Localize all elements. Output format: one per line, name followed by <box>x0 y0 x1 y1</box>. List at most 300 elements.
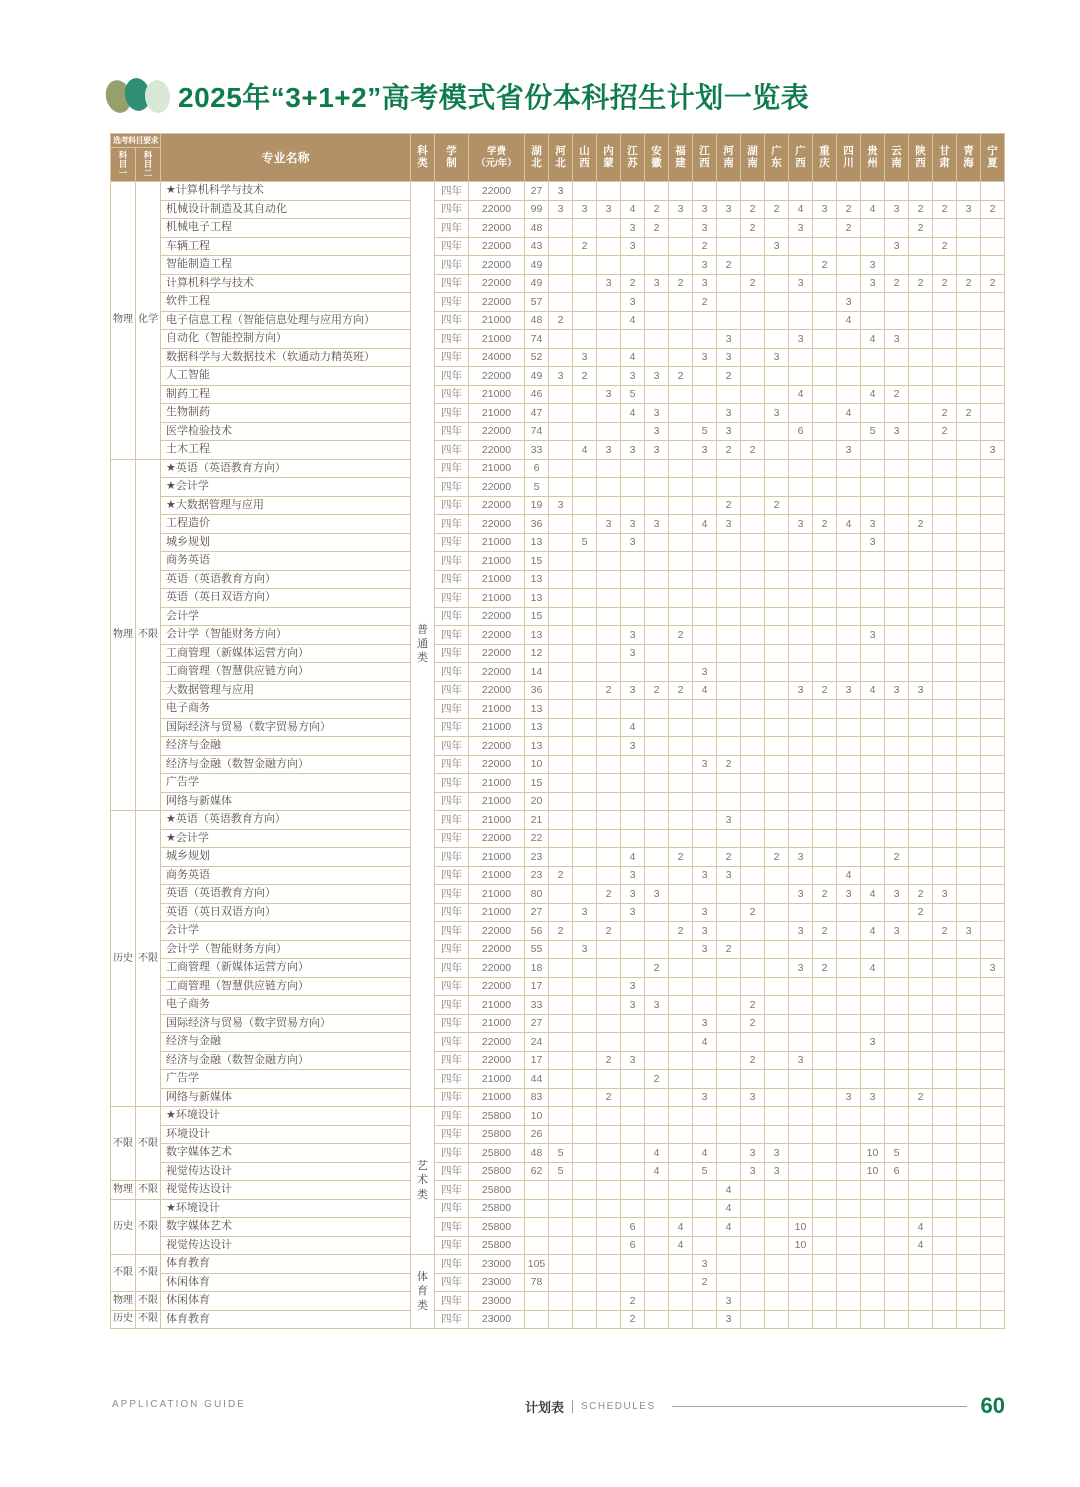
plan-cell: 6 <box>789 422 813 441</box>
plan-cell <box>645 626 669 645</box>
plan-cell <box>549 774 573 793</box>
subject1-cell: 历史 <box>111 1310 136 1329</box>
plan-cell <box>669 552 693 571</box>
fee-cell: 21000 <box>469 1088 525 1107</box>
plan-cell <box>885 441 909 460</box>
plan-cell: 4 <box>621 848 645 867</box>
leaves-logo-icon <box>106 76 172 116</box>
plan-cell <box>885 774 909 793</box>
plan-cell <box>549 959 573 978</box>
province-header: 甘 肃 <box>933 134 957 182</box>
plan-cell: 48 <box>525 311 549 330</box>
plan-cell <box>669 293 693 312</box>
plan-cell: 2 <box>669 681 693 700</box>
plan-cell <box>933 1255 957 1274</box>
plan-cell <box>981 1014 1005 1033</box>
duration-cell: 四年 <box>435 959 469 978</box>
plan-cell <box>573 626 597 645</box>
plan-cell <box>549 533 573 552</box>
plan-cell: 105 <box>525 1255 549 1274</box>
plan-cell: 4 <box>693 681 717 700</box>
province-header: 江 苏 <box>621 134 645 182</box>
plan-cell <box>789 496 813 515</box>
plan-cell <box>813 1107 837 1126</box>
plan-cell <box>573 404 597 423</box>
plan-cell <box>933 1070 957 1089</box>
plan-cell <box>885 589 909 608</box>
plan-cell: 3 <box>573 940 597 959</box>
duration-cell: 四年 <box>435 404 469 423</box>
plan-cell: 27 <box>525 903 549 922</box>
plan-cell <box>885 866 909 885</box>
plan-cell <box>621 755 645 774</box>
plan-cell <box>597 940 621 959</box>
plan-cell <box>957 1236 981 1255</box>
fee-cell: 21000 <box>469 1014 525 1033</box>
duration-cell: 四年 <box>435 681 469 700</box>
plan-cell <box>981 681 1005 700</box>
plan-cell <box>837 1051 861 1070</box>
plan-cell <box>765 478 789 497</box>
province-header: 湖 北 <box>525 134 549 182</box>
plan-cell <box>837 385 861 404</box>
plan-cell <box>573 1292 597 1311</box>
plan-cell <box>909 1070 933 1089</box>
plan-cell <box>573 515 597 534</box>
plan-cell: 2 <box>765 496 789 515</box>
plan-cell <box>813 182 837 201</box>
plan-cell <box>645 330 669 349</box>
duration-cell: 四年 <box>435 422 469 441</box>
plan-cell <box>957 940 981 959</box>
plan-cell <box>885 811 909 830</box>
plan-cell <box>549 811 573 830</box>
plan-cell <box>813 1051 837 1070</box>
plan-cell <box>645 1310 669 1329</box>
plan-cell <box>765 626 789 645</box>
fee-cell: 22000 <box>469 478 525 497</box>
plan-cell <box>861 293 885 312</box>
plan-cell <box>549 1070 573 1089</box>
plan-cell <box>669 404 693 423</box>
plan-cell: 3 <box>717 348 741 367</box>
plan-cell <box>717 885 741 904</box>
plan-cell <box>981 237 1005 256</box>
plan-cell <box>549 1125 573 1144</box>
plan-cell <box>549 256 573 275</box>
plan-cell <box>933 330 957 349</box>
plan-cell <box>717 1236 741 1255</box>
plan-cell <box>957 1292 981 1311</box>
plan-cell <box>837 1218 861 1237</box>
plan-cell <box>885 626 909 645</box>
plan-cell <box>885 1273 909 1292</box>
plan-cell <box>981 737 1005 756</box>
plan-cell <box>741 626 765 645</box>
plan-cell <box>957 441 981 460</box>
fee-cell: 22000 <box>469 644 525 663</box>
plan-cell <box>957 459 981 478</box>
plan-cell <box>957 1125 981 1144</box>
plan-cell <box>717 792 741 811</box>
plan-cell <box>789 1181 813 1200</box>
plan-cell <box>885 1255 909 1274</box>
fee-cell: 21000 <box>469 996 525 1015</box>
table-row <box>111 959 1005 978</box>
plan-cell <box>645 755 669 774</box>
duration-cell: 四年 <box>435 774 469 793</box>
plan-cell <box>621 774 645 793</box>
plan-cell <box>789 570 813 589</box>
plan-cell <box>693 367 717 386</box>
plan-cell <box>861 1125 885 1144</box>
plan-cell <box>765 866 789 885</box>
plan-cell <box>981 626 1005 645</box>
plan-cell <box>885 182 909 201</box>
plan-cell <box>813 367 837 386</box>
plan-cell <box>981 1218 1005 1237</box>
table-row <box>111 441 1005 460</box>
plan-cell <box>597 1107 621 1126</box>
plan-cell <box>957 866 981 885</box>
plan-cell <box>885 1218 909 1237</box>
plan-cell <box>741 1070 765 1089</box>
plan-cell <box>789 367 813 386</box>
major-name-cell: 视觉传达设计 <box>161 1162 411 1181</box>
plan-cell <box>549 737 573 756</box>
plan-cell <box>573 570 597 589</box>
plan-cell <box>957 533 981 552</box>
plan-cell <box>573 663 597 682</box>
plan-cell <box>981 996 1005 1015</box>
plan-cell <box>837 182 861 201</box>
plan-cell <box>861 644 885 663</box>
province-header: 福 建 <box>669 134 693 182</box>
plan-cell <box>645 348 669 367</box>
plan-cell: 3 <box>597 441 621 460</box>
plan-cell: 21 <box>525 811 549 830</box>
major-name-cell: 英语（英日双语方向） <box>161 903 411 922</box>
plan-cell <box>957 644 981 663</box>
plan-cell: 4 <box>645 1144 669 1163</box>
plan-cell: 3 <box>789 848 813 867</box>
fee-cell: 21000 <box>469 404 525 423</box>
plan-cell <box>549 589 573 608</box>
plan-cell <box>717 1162 741 1181</box>
plan-cell <box>933 293 957 312</box>
plan-cell <box>621 1181 645 1200</box>
plan-cell: 3 <box>573 348 597 367</box>
plan-cell: 3 <box>645 885 669 904</box>
plan-cell <box>885 367 909 386</box>
plan-cell <box>981 1310 1005 1329</box>
table-row <box>111 219 1005 238</box>
plan-cell <box>597 293 621 312</box>
plan-cell <box>597 1255 621 1274</box>
duration-cell: 四年 <box>435 1088 469 1107</box>
plan-cell <box>717 459 741 478</box>
plan-cell <box>645 1273 669 1292</box>
province-header: 广 东 <box>765 134 789 182</box>
plan-cell <box>765 589 789 608</box>
table-row <box>111 1199 1005 1218</box>
plan-cell <box>765 422 789 441</box>
plan-cell <box>693 996 717 1015</box>
plan-cell <box>597 1014 621 1033</box>
province-header: 贵 州 <box>861 134 885 182</box>
plan-cell: 12 <box>525 644 549 663</box>
plan-cell: 13 <box>525 700 549 719</box>
plan-cell: 2 <box>933 274 957 293</box>
major-name-cell: 会计学 <box>161 922 411 941</box>
plan-cell <box>573 1255 597 1274</box>
plan-cell <box>957 1199 981 1218</box>
plan-cell <box>669 885 693 904</box>
fee-cell: 25800 <box>469 1162 525 1181</box>
plan-cell: 3 <box>645 404 669 423</box>
plan-cell: 3 <box>621 533 645 552</box>
plan-cell <box>957 515 981 534</box>
plan-cell: 3 <box>645 996 669 1015</box>
plan-cell <box>549 1273 573 1292</box>
plan-cell <box>597 1125 621 1144</box>
plan-cell <box>645 256 669 275</box>
plan-cell: 43 <box>525 237 549 256</box>
plan-cell <box>549 607 573 626</box>
plan-cell <box>573 1181 597 1200</box>
plan-cell <box>717 977 741 996</box>
plan-cell: 3 <box>717 515 741 534</box>
duration-cell: 四年 <box>435 903 469 922</box>
plan-cell <box>885 256 909 275</box>
plan-cell: 3 <box>741 1088 765 1107</box>
plan-cell <box>933 515 957 534</box>
plan-cell <box>933 459 957 478</box>
plan-cell <box>717 385 741 404</box>
plan-cell <box>669 1107 693 1126</box>
plan-cell <box>789 404 813 423</box>
plan-cell <box>669 385 693 404</box>
province-header: 广 西 <box>789 134 813 182</box>
plan-cell <box>813 700 837 719</box>
plan-cell <box>789 1070 813 1089</box>
plan-cell: 2 <box>549 922 573 941</box>
plan-cell: 3 <box>789 274 813 293</box>
major-name-cell: 土木工程 <box>161 441 411 460</box>
table-row <box>111 385 1005 404</box>
major-name-cell: 视觉传达设计 <box>161 1236 411 1255</box>
fee-cell: 21000 <box>469 1070 525 1089</box>
table-row <box>111 293 1005 312</box>
plan-cell: 3 <box>621 737 645 756</box>
plan-cell <box>933 1125 957 1144</box>
plan-cell <box>693 977 717 996</box>
plan-cell <box>813 237 837 256</box>
plan-cell <box>645 1181 669 1200</box>
fee-cell: 22000 <box>469 681 525 700</box>
major-name-cell: ★环境设计 <box>161 1107 411 1126</box>
plan-cell <box>813 903 837 922</box>
fee-cell: 21000 <box>469 903 525 922</box>
plan-cell <box>741 718 765 737</box>
plan-cell: 57 <box>525 293 549 312</box>
table-row <box>111 866 1005 885</box>
plan-cell <box>717 626 741 645</box>
plan-cell <box>597 1310 621 1329</box>
plan-cell: 2 <box>741 1014 765 1033</box>
plan-cell: 3 <box>861 515 885 534</box>
plan-cell: 13 <box>525 737 549 756</box>
plan-cell <box>813 940 837 959</box>
plan-cell <box>861 459 885 478</box>
plan-cell: 10 <box>789 1218 813 1237</box>
plan-cell <box>933 755 957 774</box>
table-row <box>111 256 1005 275</box>
duration-cell: 四年 <box>435 478 469 497</box>
plan-cell <box>981 607 1005 626</box>
plan-cell <box>981 219 1005 238</box>
major-name-cell: 体育教育 <box>161 1255 411 1274</box>
plan-cell <box>621 1107 645 1126</box>
plan-cell: 4 <box>861 330 885 349</box>
plan-cell <box>669 755 693 774</box>
plan-cell <box>549 1310 573 1329</box>
plan-cell: 3 <box>789 1051 813 1070</box>
plan-cell <box>597 774 621 793</box>
plan-cell: 23 <box>525 866 549 885</box>
plan-cell <box>885 829 909 848</box>
plan-cell <box>549 459 573 478</box>
plan-cell: 2 <box>549 311 573 330</box>
plan-cell <box>573 1236 597 1255</box>
duration-cell: 四年 <box>435 755 469 774</box>
plan-cell: 5 <box>549 1162 573 1181</box>
plan-cell <box>957 903 981 922</box>
plan-cell: 2 <box>957 404 981 423</box>
major-name-cell: 自动化（智能控制方向） <box>161 330 411 349</box>
plan-cell <box>837 811 861 830</box>
plan-cell <box>909 385 933 404</box>
plan-cell <box>837 755 861 774</box>
plan-cell <box>885 792 909 811</box>
plan-cell <box>813 848 837 867</box>
plan-cell: 3 <box>813 200 837 219</box>
plan-cell: 2 <box>981 274 1005 293</box>
subject1-cell: 历史 <box>111 1199 136 1255</box>
plan-cell <box>885 1310 909 1329</box>
plan-cell <box>885 737 909 756</box>
major-name-cell: 经济与金融（数智金融方向） <box>161 1051 411 1070</box>
plan-cell <box>813 496 837 515</box>
duration-cell: 四年 <box>435 1107 469 1126</box>
plan-cell: 14 <box>525 663 549 682</box>
plan-cell <box>933 903 957 922</box>
plan-cell <box>861 237 885 256</box>
plan-cell <box>861 829 885 848</box>
plan-cell <box>741 644 765 663</box>
plan-cell: 74 <box>525 330 549 349</box>
plan-cell <box>789 478 813 497</box>
plan-cell: 4 <box>717 1181 741 1200</box>
plan-cell: 3 <box>573 903 597 922</box>
plan-cell: 3 <box>693 903 717 922</box>
plan-cell <box>909 977 933 996</box>
plan-cell <box>669 1088 693 1107</box>
plan-cell <box>597 700 621 719</box>
plan-cell <box>933 1033 957 1052</box>
plan-cell <box>597 237 621 256</box>
plan-cell <box>837 1181 861 1200</box>
plan-cell <box>765 718 789 737</box>
table-row <box>111 663 1005 682</box>
plan-cell: 4 <box>909 1236 933 1255</box>
plan-cell: 3 <box>645 441 669 460</box>
plan-cell <box>597 829 621 848</box>
plan-cell: 3 <box>789 330 813 349</box>
table-row <box>111 885 1005 904</box>
plan-cell: 3 <box>693 200 717 219</box>
plan-cell <box>597 848 621 867</box>
subject-req-header: 选考科目要求 <box>111 134 161 148</box>
plan-cell <box>597 755 621 774</box>
plan-cell: 3 <box>933 885 957 904</box>
plan-cell <box>981 1070 1005 1089</box>
plan-cell <box>909 1144 933 1163</box>
plan-cell <box>669 607 693 626</box>
plan-cell <box>789 1088 813 1107</box>
plan-cell: 4 <box>789 200 813 219</box>
plan-cell <box>597 1144 621 1163</box>
plan-cell <box>597 792 621 811</box>
plan-cell <box>981 885 1005 904</box>
major-name-cell: 广告学 <box>161 1070 411 1089</box>
plan-cell <box>669 1181 693 1200</box>
plan-cell <box>573 478 597 497</box>
plan-cell: 83 <box>525 1088 549 1107</box>
plan-cell <box>981 1051 1005 1070</box>
fee-cell: 25800 <box>469 1107 525 1126</box>
plan-cell <box>549 1088 573 1107</box>
duration-cell: 四年 <box>435 1070 469 1089</box>
plan-cell <box>597 570 621 589</box>
plan-cell <box>549 663 573 682</box>
plan-cell <box>837 1292 861 1311</box>
plan-cell <box>621 256 645 275</box>
plan-cell <box>741 1255 765 1274</box>
plan-cell <box>717 903 741 922</box>
plan-cell <box>645 607 669 626</box>
plan-cell <box>597 1033 621 1052</box>
plan-cell: 3 <box>693 755 717 774</box>
plan-cell <box>933 385 957 404</box>
fee-cell: 25800 <box>469 1199 525 1218</box>
table-row <box>111 1107 1005 1126</box>
plan-cell <box>813 404 837 423</box>
plan-cell <box>837 1162 861 1181</box>
plan-cell <box>909 1292 933 1311</box>
table-row <box>111 348 1005 367</box>
plan-cell <box>885 496 909 515</box>
plan-cell <box>549 330 573 349</box>
plan-cell <box>741 293 765 312</box>
plan-cell: 5 <box>693 1162 717 1181</box>
plan-cell <box>981 478 1005 497</box>
plan-cell: 4 <box>621 311 645 330</box>
plan-cell <box>837 848 861 867</box>
plan-cell <box>861 1014 885 1033</box>
plan-cell <box>645 311 669 330</box>
plan-cell <box>813 607 837 626</box>
